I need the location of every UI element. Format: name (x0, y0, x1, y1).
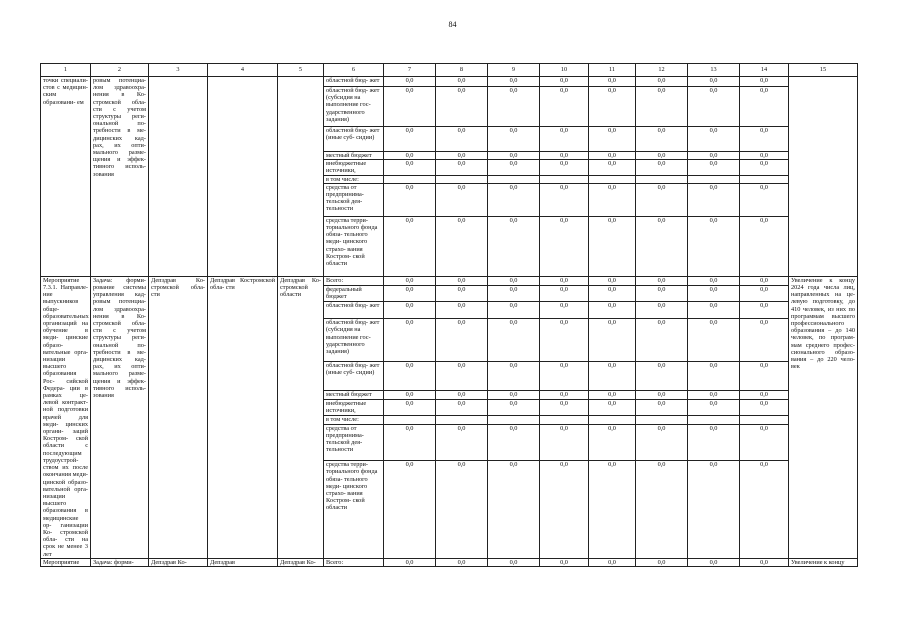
funding-source: Всего: (324, 558, 384, 566)
value-cell: 0,0 (688, 285, 740, 301)
expected-result: Увеличение к концу 2024 года числа лиц, направленных на це- левую подготовку, до 410 человек, из них по программам высшего профессионального образования – до 140 человек, по програм- мам среднего профес- сионального образо- вания – до 220 чело- век (789, 276, 858, 558)
co-executor: Депздрав Костромской обла- сти (208, 276, 278, 558)
value-cell: 0,0 (384, 285, 436, 301)
value-cell: 0,0 (740, 399, 789, 415)
task-description: Задача: форми- рование системы управления кад- ровым потенциа- лом здравоохра- нения в Ко- стромской обла- сти с учетом структуры реги- ональной по- требности в ме- дицинских кад- рах, их опти- мального разме- щения и эффек- тивного исполь- зования (91, 276, 149, 558)
value-cell: 0,0 (688, 461, 740, 558)
value-cell (589, 175, 636, 183)
value-cell: 0,0 (540, 424, 589, 460)
value-cell: 0,0 (636, 302, 688, 319)
value-cell (740, 175, 789, 183)
value-cell: 0,0 (636, 390, 688, 399)
value-cell (589, 416, 636, 425)
column-number-8: 8 (436, 64, 488, 77)
column-number-13: 13 (688, 64, 740, 77)
value-cell: 0,0 (540, 87, 589, 127)
table-row (41, 558, 858, 566)
value-cell (436, 175, 488, 183)
value-cell: 0,0 (488, 319, 540, 362)
value-cell: 0,0 (740, 285, 789, 301)
value-cell: 0,0 (384, 558, 436, 566)
value-cell: 0,0 (488, 285, 540, 301)
column-number-1: 1 (41, 64, 91, 77)
column-number-2: 2 (91, 64, 149, 77)
table-row (41, 276, 858, 285)
value-cell: 0,0 (488, 216, 540, 276)
funding-source: средства от предпринима- тельской дея- тельности (324, 424, 384, 460)
column-number-7: 7 (384, 64, 436, 77)
value-cell: 0,0 (688, 558, 740, 566)
value-cell: 0,0 (488, 558, 540, 566)
value-cell: 0,0 (688, 87, 740, 127)
funding-source: областной бюд- жет (иные суб- сидии) (324, 361, 384, 390)
value-cell: 0,0 (688, 160, 740, 175)
value-cell: 0,0 (740, 77, 789, 87)
value-cell: 0,0 (488, 390, 540, 399)
value-cell: 0,0 (740, 216, 789, 276)
value-cell: 0,0 (636, 558, 688, 566)
co-executor (208, 77, 278, 277)
value-cell: 0,0 (740, 127, 789, 152)
value-cell: 0,0 (488, 361, 540, 390)
activity-name: Мероприятие (41, 558, 91, 566)
value-cell: 0,0 (436, 461, 488, 558)
expected-result (789, 77, 858, 277)
value-cell: 0,0 (488, 87, 540, 127)
value-cell: 0,0 (488, 399, 540, 415)
column-number-9: 9 (488, 64, 540, 77)
funding-source: средства терри- ториального фонда обяза- тельного меди- цинского страхо- вания Костром- ской области (324, 461, 384, 558)
value-cell: 0,0 (540, 361, 589, 390)
value-cell: 0,0 (436, 302, 488, 319)
value-cell: 0,0 (436, 285, 488, 301)
value-cell: 0,0 (740, 461, 789, 558)
funding-source: областной бюд- жет (субсидия на выполнение гос- ударственного задания) (324, 87, 384, 127)
value-cell: 0,0 (436, 558, 488, 566)
value-cell: 0,0 (384, 319, 436, 362)
value-cell: 0,0 (636, 461, 688, 558)
task-description: Задача: форми- (91, 558, 149, 566)
value-cell (688, 175, 740, 183)
page-number: 84 (448, 20, 457, 29)
value-cell (540, 416, 589, 425)
value-cell: 0,0 (436, 424, 488, 460)
value-cell: 0,0 (589, 558, 636, 566)
value-cell: 0,0 (636, 216, 688, 276)
funding-source: областной бюд- жет (субсидия на выполнение гос- ударственного задания) (324, 319, 384, 362)
value-cell: 0,0 (636, 77, 688, 87)
column-number-6: 6 (324, 64, 384, 77)
funding-source: Всего: (324, 276, 384, 285)
column-number-15: 15 (789, 64, 858, 77)
expected-result: Увеличение к концу (789, 558, 858, 566)
value-cell: 0,0 (384, 361, 436, 390)
value-cell: 0,0 (384, 127, 436, 152)
funding-source: областной бюд- жет (324, 302, 384, 319)
value-cell: 0,0 (384, 152, 436, 160)
value-cell: 0,0 (488, 276, 540, 285)
value-cell: 0,0 (688, 390, 740, 399)
value-cell: 0,0 (540, 216, 589, 276)
value-cell: 0,0 (488, 160, 540, 175)
participant: Депздрав Ко- (278, 558, 324, 566)
value-cell: 0,0 (436, 152, 488, 160)
value-cell: 0,0 (436, 399, 488, 415)
value-cell: 0,0 (740, 276, 789, 285)
value-cell: 0,0 (636, 424, 688, 460)
value-cell (488, 416, 540, 425)
value-cell: 0,0 (688, 302, 740, 319)
value-cell: 0,0 (636, 285, 688, 301)
value-cell: 0,0 (589, 160, 636, 175)
value-cell: 0,0 (589, 285, 636, 301)
column-number-12: 12 (636, 64, 688, 77)
value-cell: 0,0 (540, 461, 589, 558)
value-cell (384, 175, 436, 183)
value-cell: 0,0 (740, 558, 789, 566)
funding-source: областной бюд- жет (иные суб- сидии) (324, 127, 384, 152)
funding-source: местный бюджет (324, 152, 384, 160)
value-cell: 0,0 (688, 127, 740, 152)
value-cell: 0,0 (384, 183, 436, 216)
value-cell: 0,0 (488, 77, 540, 87)
funding-source: внебюджетные источники, (324, 160, 384, 175)
value-cell: 0,0 (436, 127, 488, 152)
value-cell: 0,0 (384, 424, 436, 460)
value-cell: 0,0 (488, 302, 540, 319)
value-cell: 0,0 (540, 127, 589, 152)
value-cell: 0,0 (636, 87, 688, 127)
value-cell: 0,0 (540, 152, 589, 160)
value-cell: 0,0 (589, 302, 636, 319)
value-cell: 0,0 (384, 390, 436, 399)
program-table (40, 63, 858, 567)
value-cell: 0,0 (589, 216, 636, 276)
funding-source: средства терри- ториального фонда обяза- тельного меди- цинского страхо- вания Костром- ской области (324, 216, 384, 276)
value-cell: 0,0 (740, 319, 789, 362)
value-cell: 0,0 (540, 160, 589, 175)
funding-source: в том числе: (324, 416, 384, 425)
value-cell: 0,0 (636, 152, 688, 160)
value-cell: 0,0 (589, 127, 636, 152)
value-cell: 0,0 (688, 152, 740, 160)
funding-source: средства от предпринима- тельской дея- тельности (324, 183, 384, 216)
value-cell: 0,0 (488, 183, 540, 216)
funding-source: федеральный бюджет (324, 285, 384, 301)
value-cell: 0,0 (688, 276, 740, 285)
value-cell (384, 416, 436, 425)
value-cell: 0,0 (688, 216, 740, 276)
column-number-row (41, 64, 858, 77)
value-cell: 0,0 (384, 87, 436, 127)
column-number-10: 10 (540, 64, 589, 77)
value-cell: 0,0 (636, 183, 688, 216)
value-cell: 0,0 (488, 424, 540, 460)
activity-name: точки специали- стов с медицин- ским образовани- ем (41, 77, 91, 277)
value-cell: 0,0 (540, 276, 589, 285)
value-cell: 0,0 (384, 216, 436, 276)
column-number-3: 3 (149, 64, 208, 77)
column-number-11: 11 (589, 64, 636, 77)
value-cell: 0,0 (589, 77, 636, 87)
value-cell: 0,0 (436, 87, 488, 127)
table-row (41, 77, 858, 87)
funding-source: внебюджетные источники, (324, 399, 384, 415)
funding-source: местный бюджет (324, 390, 384, 399)
value-cell: 0,0 (488, 152, 540, 160)
value-cell: 0,0 (540, 399, 589, 415)
value-cell: 0,0 (589, 461, 636, 558)
value-cell: 0,0 (636, 160, 688, 175)
value-cell: 0,0 (589, 424, 636, 460)
responsible-executor: Депздрав Ко- (149, 558, 208, 566)
value-cell: 0,0 (688, 77, 740, 87)
value-cell: 0,0 (740, 361, 789, 390)
value-cell: 0,0 (540, 183, 589, 216)
value-cell: 0,0 (436, 160, 488, 175)
value-cell: 0,0 (540, 302, 589, 319)
value-cell: 0,0 (436, 77, 488, 87)
value-cell: 0,0 (436, 276, 488, 285)
column-number-14: 14 (740, 64, 789, 77)
value-cell: 0,0 (636, 127, 688, 152)
funding-source: областной бюд- жет (324, 77, 384, 87)
value-cell: 0,0 (688, 399, 740, 415)
value-cell (636, 175, 688, 183)
value-cell: 0,0 (540, 285, 589, 301)
value-cell: 0,0 (636, 319, 688, 362)
value-cell: 0,0 (589, 276, 636, 285)
value-cell: 0,0 (589, 390, 636, 399)
value-cell: 0,0 (384, 160, 436, 175)
responsible-executor (149, 77, 208, 277)
value-cell (740, 416, 789, 425)
value-cell (436, 416, 488, 425)
value-cell: 0,0 (540, 77, 589, 87)
value-cell: 0,0 (436, 361, 488, 390)
value-cell (540, 175, 589, 183)
column-number-4: 4 (208, 64, 278, 77)
value-cell: 0,0 (740, 87, 789, 127)
task-description: ровым потенциа- лом здравоохра- нения в Ко- стромской обла- сти с учетом структуры реги- ональной по- требности в ме- дицинских кад- рах, их опти- мального разме- щения и эффек- тивного исполь- зования (91, 77, 149, 277)
responsible-executor: Депздрав Ко- стромской обла- сти (149, 276, 208, 558)
value-cell: 0,0 (589, 319, 636, 362)
value-cell: 0,0 (688, 424, 740, 460)
value-cell: 0,0 (636, 276, 688, 285)
value-cell: 0,0 (436, 390, 488, 399)
value-cell: 0,0 (589, 87, 636, 127)
value-cell: 0,0 (436, 183, 488, 216)
column-number-5: 5 (278, 64, 324, 77)
value-cell: 0,0 (384, 461, 436, 558)
value-cell: 0,0 (540, 558, 589, 566)
value-cell (636, 416, 688, 425)
value-cell: 0,0 (384, 77, 436, 87)
value-cell: 0,0 (740, 390, 789, 399)
value-cell: 0,0 (688, 361, 740, 390)
value-cell: 0,0 (688, 183, 740, 216)
value-cell: 0,0 (740, 424, 789, 460)
value-cell: 0,0 (384, 399, 436, 415)
value-cell: 0,0 (540, 390, 589, 399)
participant: Депздрав Ко- стромской области (278, 276, 324, 558)
value-cell: 0,0 (740, 302, 789, 319)
value-cell: 0,0 (540, 319, 589, 362)
value-cell: 0,0 (384, 302, 436, 319)
value-cell (488, 175, 540, 183)
funding-source: в том числе: (324, 175, 384, 183)
value-cell: 0,0 (589, 361, 636, 390)
value-cell: 0,0 (436, 319, 488, 362)
participant (278, 77, 324, 277)
value-cell: 0,0 (636, 399, 688, 415)
value-cell: 0,0 (589, 399, 636, 415)
co-executor: Депздрав (208, 558, 278, 566)
value-cell: 0,0 (740, 183, 789, 216)
activity-name: Мероприятие 7.3.1. Направле- ние выпускников обще- образовательных организаций на обучение в меди- цинские образо- вательные орга- низации высшего образования Рос- сийской Федера- ции в рамках це- левой контракт- ной подготовки врачей для меди- цинских органи- заций Костром- ской области с последующим трудоустрой- ством их после окончания меди- цинской образо- вательной орга- низации высшего образования в медицинские ор- ганизации Ко- стромской обла- сти на срок не менее 3 лет (41, 276, 91, 558)
value-cell: 0,0 (488, 461, 540, 558)
value-cell: 0,0 (488, 127, 540, 152)
value-cell: 0,0 (688, 319, 740, 362)
value-cell: 0,0 (740, 160, 789, 175)
value-cell: 0,0 (589, 152, 636, 160)
value-cell: 0,0 (384, 276, 436, 285)
value-cell: 0,0 (740, 152, 789, 160)
value-cell: 0,0 (436, 216, 488, 276)
value-cell (688, 416, 740, 425)
value-cell: 0,0 (636, 361, 688, 390)
value-cell: 0,0 (589, 183, 636, 216)
